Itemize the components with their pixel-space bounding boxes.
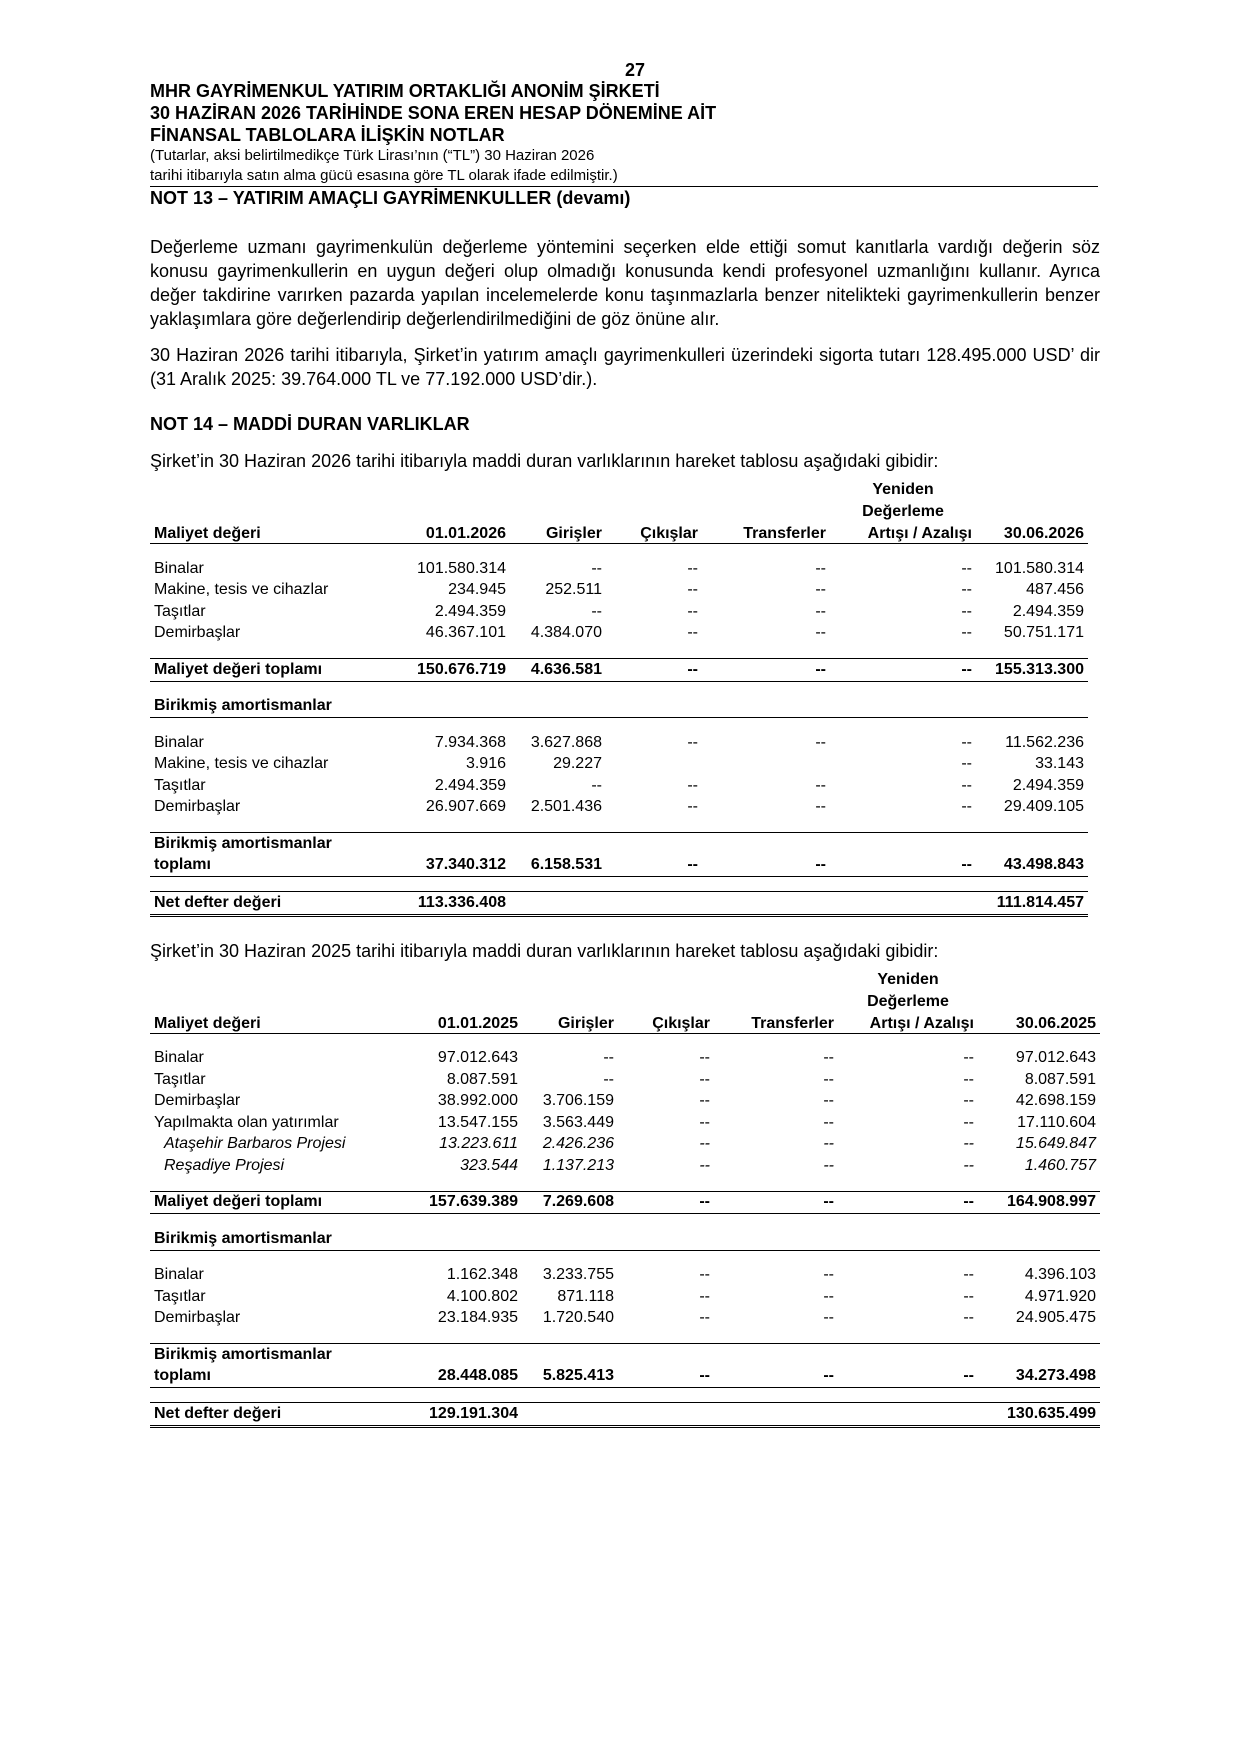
opening-value: 2.494.359 — [434, 602, 506, 620]
closing-value: 130.635.499 — [978, 1403, 1100, 1427]
revaluation-value: -- — [961, 755, 972, 773]
disposals-value: -- — [687, 776, 698, 794]
transfers-value: -- — [815, 798, 826, 816]
closing-value: 11.562.236 — [1005, 733, 1084, 751]
table-row — [150, 754, 1088, 776]
header-open: 01.01.2026 — [394, 521, 510, 544]
table-row — [150, 623, 1088, 645]
header-reval-2: Değerleme — [867, 992, 949, 1010]
transfers-value — [702, 754, 830, 776]
disposals-value: -- — [618, 1191, 714, 1214]
row-label: toplamı — [150, 855, 394, 877]
table-row — [150, 732, 1088, 754]
table-row — [150, 1265, 1100, 1287]
closing-value: 97.012.643 — [1015, 1049, 1096, 1067]
row-label: Demirbaşlar — [154, 1092, 241, 1110]
table-row — [150, 1155, 1100, 1177]
revaluation-value: -- — [961, 581, 972, 599]
opening-value: 234.945 — [448, 581, 506, 599]
opening-value: 26.907.669 — [425, 798, 506, 816]
additions-value: 1.137.213 — [542, 1156, 614, 1174]
additions-value: -- — [591, 776, 602, 794]
header-reval-2: Değerleme — [862, 503, 944, 520]
opening-value: 101.580.314 — [417, 559, 506, 577]
additions-value: -- — [603, 1070, 614, 1088]
row-label: Birikmiş amortismanlar — [150, 1344, 380, 1366]
row-label: Taşıtlar — [154, 602, 206, 620]
additions-value: 2.426.236 — [542, 1135, 614, 1153]
row-label: Demirbaşlar — [154, 798, 241, 816]
table-row — [150, 1091, 1100, 1113]
dep-total-row-label — [150, 833, 1088, 855]
opening-value: 2.494.359 — [434, 776, 506, 794]
opening-value: 150.676.719 — [394, 659, 510, 682]
additions-value: 4.384.070 — [530, 624, 602, 642]
row-label: Ataşehir Barbaros Projesi — [164, 1135, 346, 1153]
note14-intro-2026: Şirket’in 30 Haziran 2026 tarihi itibarıyla maddi duran varlıklarının hareket tablosu aşağıdaki gibidir: — [150, 451, 939, 471]
movement-table-2025 — [150, 967, 1100, 1428]
disposals-value: -- — [687, 602, 698, 620]
total-row — [150, 1191, 1100, 1214]
row-label: Birikmiş amortismanlar — [150, 833, 394, 855]
additions-value: 3.563.449 — [542, 1113, 614, 1131]
revaluation-value: -- — [963, 1049, 974, 1067]
disposals-value: -- — [606, 855, 702, 877]
period-title: 30 HAZİRAN 2026 TARİHİNDE SONA EREN HESAP DÖNEMİNE AİT — [150, 103, 717, 123]
disposals-value: -- — [687, 798, 698, 816]
additions-value: -- — [591, 559, 602, 577]
row-label: Taşıtlar — [154, 1070, 206, 1088]
header-reval-3: Artışı / Azalışı — [830, 521, 976, 544]
opening-value: 129.191.304 — [380, 1403, 522, 1427]
additions-value: 2.501.436 — [530, 798, 602, 816]
dep-total-row-label — [150, 1344, 1100, 1366]
opening-value: 323.544 — [460, 1156, 518, 1174]
disposals-value: -- — [687, 733, 698, 751]
closing-value: 15.649.847 — [1015, 1135, 1096, 1153]
closing-value: 29.409.105 — [1003, 798, 1084, 816]
header-reval-1: Yeniden — [877, 970, 939, 988]
additions-value: 871.118 — [557, 1287, 614, 1305]
additions-value: 3.627.868 — [530, 733, 602, 751]
currency-note-line-1: (Tutarlar, aksi belirtilmedikçe Türk Lirası’nın (“TL”) 30 Haziran 2026 — [150, 147, 595, 164]
additions-value: 5.825.413 — [522, 1366, 618, 1388]
opening-value: 23.184.935 — [437, 1309, 518, 1327]
revaluation-value: -- — [963, 1113, 974, 1131]
disposals-value: -- — [699, 1092, 710, 1110]
transfers-value: -- — [823, 1156, 834, 1174]
transfers-value: -- — [815, 559, 826, 577]
revaluation-value: -- — [961, 776, 972, 794]
transfers-value: -- — [823, 1113, 834, 1131]
document-title: FİNANSAL TABLOLARA İLİŞKİN NOTLAR — [150, 125, 505, 145]
disposals-value: -- — [687, 624, 698, 642]
dep-total-row — [150, 855, 1088, 877]
disposals-value: -- — [699, 1070, 710, 1088]
table-row — [150, 580, 1088, 602]
transfers-value: -- — [714, 1191, 838, 1214]
dep-section-title: Birikmiş amortismanlar — [150, 696, 394, 718]
additions-value: 29.227 — [553, 755, 602, 773]
additions-value: 3.706.159 — [542, 1092, 614, 1110]
revaluation-value: -- — [963, 1135, 974, 1153]
closing-value: 34.273.498 — [978, 1366, 1100, 1388]
opening-value: 97.012.643 — [437, 1049, 518, 1067]
opening-value: 4.100.802 — [446, 1287, 518, 1305]
transfers-value: -- — [823, 1266, 834, 1284]
table-row — [150, 797, 1088, 819]
table-row — [150, 601, 1088, 623]
revaluation-value: -- — [838, 1366, 978, 1388]
row-label: Net defter değeri — [150, 1403, 380, 1427]
disposals-value: -- — [699, 1049, 710, 1067]
closing-value: 24.905.475 — [1015, 1309, 1096, 1327]
row-label: Binalar — [154, 559, 204, 577]
header-reval-1: Yeniden — [872, 481, 934, 498]
row-label: Binalar — [154, 1049, 204, 1067]
header-reval-3: Artışı / Azalışı — [838, 1011, 978, 1034]
closing-value: 164.908.997 — [978, 1191, 1100, 1214]
header-close: 30.06.2025 — [978, 1011, 1100, 1034]
transfers-value: -- — [823, 1092, 834, 1110]
header-close: 30.06.2026 — [976, 521, 1088, 544]
opening-value: 7.934.368 — [434, 733, 506, 751]
closing-value: 2.494.359 — [1012, 776, 1084, 794]
revaluation-value: -- — [963, 1309, 974, 1327]
row-label: Maliyet değeri toplamı — [150, 1191, 380, 1214]
header-in: Girişler — [510, 521, 606, 544]
table-row — [150, 775, 1088, 797]
revaluation-value: -- — [961, 602, 972, 620]
header-open: 01.01.2025 — [380, 1011, 522, 1034]
table-row — [150, 1048, 1100, 1070]
header-out: Çıkışlar — [618, 1011, 714, 1034]
disposals-value — [606, 754, 702, 776]
disposals-value: -- — [606, 659, 702, 682]
row-label: Taşıtlar — [154, 1287, 206, 1305]
transfers-value: -- — [815, 581, 826, 599]
additions-value: 7.269.608 — [522, 1191, 618, 1214]
opening-value: 13.547.155 — [437, 1113, 518, 1131]
closing-value: 101.580.314 — [995, 559, 1084, 577]
total-row — [150, 659, 1088, 682]
transfers-value: -- — [702, 659, 830, 682]
transfers-value: -- — [823, 1135, 834, 1153]
page-number: 27 — [624, 60, 646, 80]
transfers-value: -- — [823, 1287, 834, 1305]
transfers-value: -- — [823, 1049, 834, 1067]
opening-value: 1.162.348 — [446, 1266, 518, 1284]
closing-value: 4.971.920 — [1024, 1287, 1096, 1305]
opening-value: 157.639.389 — [380, 1191, 522, 1214]
revaluation-value: -- — [830, 659, 976, 682]
header-out: Çıkışlar — [606, 521, 702, 544]
table-row — [150, 558, 1088, 580]
closing-value: 33.143 — [1035, 755, 1084, 773]
transfers-value: -- — [823, 1309, 834, 1327]
closing-value: 4.396.103 — [1024, 1266, 1096, 1284]
revaluation-value: -- — [961, 798, 972, 816]
disposals-value: -- — [687, 581, 698, 599]
transfers-value: -- — [815, 733, 826, 751]
row-label: Reşadiye Projesi — [164, 1156, 285, 1174]
opening-value: 37.340.312 — [394, 855, 510, 877]
revaluation-value: -- — [963, 1092, 974, 1110]
additions-value: 6.158.531 — [510, 855, 606, 877]
note13-paragraph-1: Değerleme uzmanı gayrimenkulün değerleme yöntemini seçerken elde ettiği somut kanıtlarla vardığı değerin söz konusu gayrimenkullerin en uygun değeri olup olmadığı konusunda kendi profesyonel uzmanlığını kullanır. Ayrıca değer takdirine varırken pazarda yapılan incelemelerde konu taşınmazlarla benzer nitelikteki gayrimenkullerin benzer yaklaşımlara göre değerlendirip değerlendirilmediğini de göz önüne alır. — [150, 237, 1100, 329]
disposals-value: -- — [618, 1366, 714, 1388]
revaluation-value: -- — [961, 624, 972, 642]
disposals-value: -- — [699, 1287, 710, 1305]
opening-value: 28.448.085 — [380, 1366, 522, 1388]
additions-value: -- — [603, 1049, 614, 1067]
closing-value: 50.751.171 — [1003, 624, 1084, 642]
opening-value: 13.223.611 — [439, 1135, 518, 1153]
table-row — [150, 1112, 1100, 1134]
table-row — [150, 1286, 1100, 1308]
row-label: Binalar — [154, 1266, 204, 1284]
net-book-value-row — [150, 892, 1088, 916]
opening-value: 46.367.101 — [425, 624, 506, 642]
additions-value: 3.233.755 — [542, 1266, 614, 1284]
closing-value: 155.313.300 — [976, 659, 1088, 682]
currency-note-line-2: tarihi itibarıyla satın alma gücü esasına göre TL olarak ifade edilmiştir.) — [150, 167, 618, 184]
closing-value: 17.110.604 — [1017, 1113, 1096, 1131]
row-label: Net defter değeri — [150, 892, 394, 916]
header-transfer: Transferler — [714, 1011, 838, 1034]
additions-value: 252.511 — [545, 581, 602, 599]
additions-value: 4.636.581 — [510, 659, 606, 682]
transfers-value: -- — [714, 1366, 838, 1388]
opening-value: 3.916 — [465, 755, 506, 773]
disposals-value: -- — [699, 1113, 710, 1131]
closing-value: 42.698.159 — [1015, 1092, 1096, 1110]
disposals-value: -- — [699, 1135, 710, 1153]
revaluation-value: -- — [830, 855, 976, 877]
revaluation-value: -- — [963, 1070, 974, 1088]
revaluation-value: -- — [963, 1287, 974, 1305]
table-row — [150, 1308, 1100, 1330]
note13-title: NOT 13 – YATIRIM AMAÇLI GAYRİMENKULLER (devamı) — [150, 188, 631, 208]
row-label: toplamı — [150, 1366, 380, 1388]
disposals-value: -- — [687, 559, 698, 577]
header-label: Maliyet değeri — [150, 521, 394, 544]
disposals-value: -- — [699, 1266, 710, 1284]
row-label: Binalar — [154, 733, 204, 751]
revaluation-value: -- — [838, 1191, 978, 1214]
header-transfer: Transferler — [702, 521, 830, 544]
additions-value: 1.720.540 — [542, 1309, 614, 1327]
closing-value: 111.814.457 — [976, 892, 1088, 916]
table-row — [150, 1134, 1100, 1156]
header-label: Maliyet değeri — [150, 1011, 380, 1034]
closing-value: 8.087.591 — [1024, 1070, 1096, 1088]
closing-value: 1.460.757 — [1024, 1156, 1096, 1174]
row-label: Maliyet değeri toplamı — [150, 659, 394, 682]
revaluation-value: -- — [961, 733, 972, 751]
additions-value: -- — [591, 602, 602, 620]
revaluation-value: -- — [963, 1156, 974, 1174]
closing-value: 2.494.359 — [1012, 602, 1084, 620]
net-book-value-row — [150, 1403, 1100, 1427]
row-label: Yapılmakta olan yatırımlar — [154, 1113, 339, 1131]
row-label: Taşıtlar — [154, 776, 206, 794]
row-label: Demirbaşlar — [154, 1309, 241, 1327]
document-page — [150, 60, 1100, 1428]
closing-value: 487.456 — [1026, 581, 1084, 599]
closing-value: 43.498.843 — [976, 855, 1088, 877]
note14-title: NOT 14 – MADDİ DURAN VARLIKLAR — [150, 414, 470, 434]
disposals-value: -- — [699, 1156, 710, 1174]
transfers-value: -- — [702, 855, 830, 877]
disposals-value: -- — [699, 1309, 710, 1327]
dep-section-title: Birikmiş amortismanlar — [150, 1228, 380, 1250]
transfers-value: -- — [815, 776, 826, 794]
revaluation-value: -- — [963, 1266, 974, 1284]
transfers-value: -- — [823, 1070, 834, 1088]
row-label: Demirbaşlar — [154, 624, 241, 642]
note13-paragraph-2: 30 Haziran 2026 tarihi itibarıyla, Şirket’in yatırım amaçlı gayrimenkulleri üzerindeki sigorta tutarı 128.495.000 USD’ dir (31 Aralık 2025: 39.764.000 TL ve 77.192.000 USD’dir.). — [150, 345, 1100, 389]
movement-table-2026 — [150, 477, 1088, 917]
header-in: Girişler — [522, 1011, 618, 1034]
transfers-value: -- — [815, 602, 826, 620]
company-name: MHR GAYRİMENKUL YATIRIM ORTAKLIĞI ANONİM ŞİRKETİ — [150, 81, 660, 101]
revaluation-value: -- — [961, 559, 972, 577]
row-label: Makine, tesis ve cihazlar — [154, 581, 329, 599]
opening-value: 8.087.591 — [446, 1070, 518, 1088]
row-label: Makine, tesis ve cihazlar — [154, 755, 329, 773]
opening-value: 38.992.000 — [437, 1092, 518, 1110]
dep-total-row — [150, 1366, 1100, 1388]
note14-intro-2025: Şirket’in 30 Haziran 2025 tarihi itibarıyla maddi duran varlıklarının hareket tablosu aşağıdaki gibidir: — [150, 940, 939, 961]
opening-value: 113.336.408 — [394, 892, 510, 916]
table-row — [150, 1069, 1100, 1091]
transfers-value: -- — [815, 624, 826, 642]
